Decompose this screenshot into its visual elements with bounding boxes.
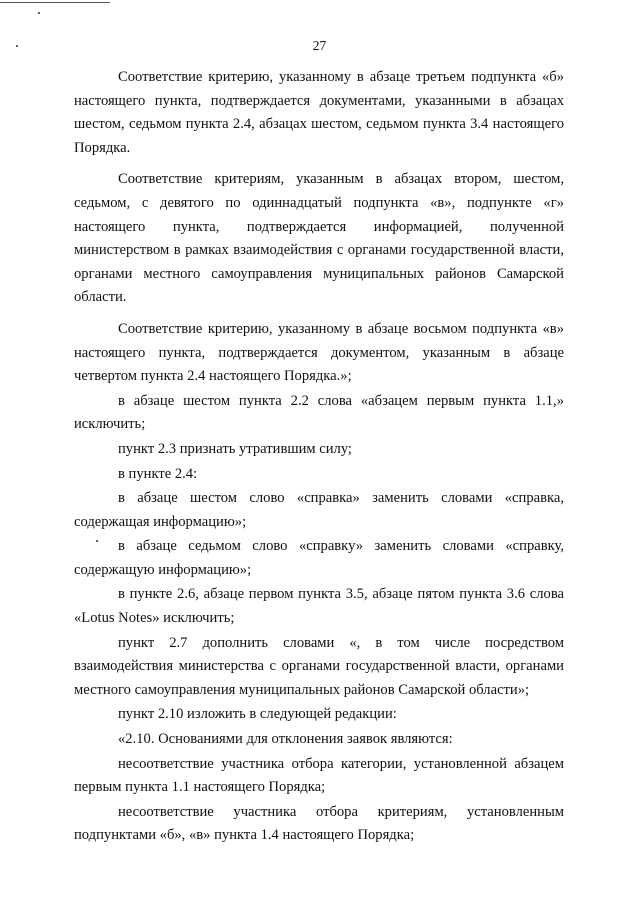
paragraph: в пункте 2.6, абзаце первом пункта 3.5, абзаце пятом пункта 3.6 слова «Lotus Notes» исключить; [74,586,564,627]
paragraph: Соответствие критерию, указанному в абзаце третьем подпункта «б» настоящего пункта, подтверждается документами, указанными в абзацах шестом, седьмом пункта 2.4, абзацах шестом, седьмом пункта 3.4 настоящего Порядка. [74,69,564,156]
paragraph: Соответствие критерию, указанному в абзаце восьмом подпункта «в» настоящего пункта, подтверждается документом, указанным в абзаце четвертом пункта 2.4 настоящего Порядка.»; [74,320,564,385]
paragraph: несоответствие участника отбора категории, установленной абзацем первым пункта 1.1 настоящего Порядка; [74,755,564,796]
paragraph: несоответствие участника отбора критериям, установленным подпунктами «б», «в» пункта 1.4 настоящего Порядка; [74,803,564,844]
paragraph: в абзаце шестом пункта 2.2 слова «абзацем первым пункта 1.1,» исключить; [74,392,564,433]
paragraph: в пункте 2.4: [118,465,198,482]
paragraph: пункт 2.3 признать утратившим силу; [118,440,352,457]
document-body [74,66,564,848]
scan-speck [38,12,40,14]
paragraph: в абзаце шестом слово «справка» заменить словами «справка, содержащая информацию»; [74,490,564,530]
paragraph: «2.10. Основаниями для отклонения заявок являются: [118,731,453,748]
paragraph: пункт 2.10 изложить в следующей редакции: [118,706,397,723]
scan-edge-line [0,2,110,3]
paragraph: Соответствие критериям, указанным в абзацах втором, шестом, седьмом, с девятого по одиннадцатый подпункта «в», подпункте «г» настоящего пункта, подтверждается информацией, полученной министерством в рамках взаимодействия с органами государственной власти, органами местного самоуправления муниципальных районов Самарской области. [74,171,564,306]
paragraph: пункт 2.7 дополнить словами «, в том числе посредством взаимодействия министерства с органами государственной власти, органами местного самоуправления муниципальных районов Самарской области»; [74,634,564,698]
page-number: 27 [312,38,327,53]
paragraph: в абзаце седьмом слово «справку» заменить словами «справку, содержащую информацию»; [74,538,564,578]
